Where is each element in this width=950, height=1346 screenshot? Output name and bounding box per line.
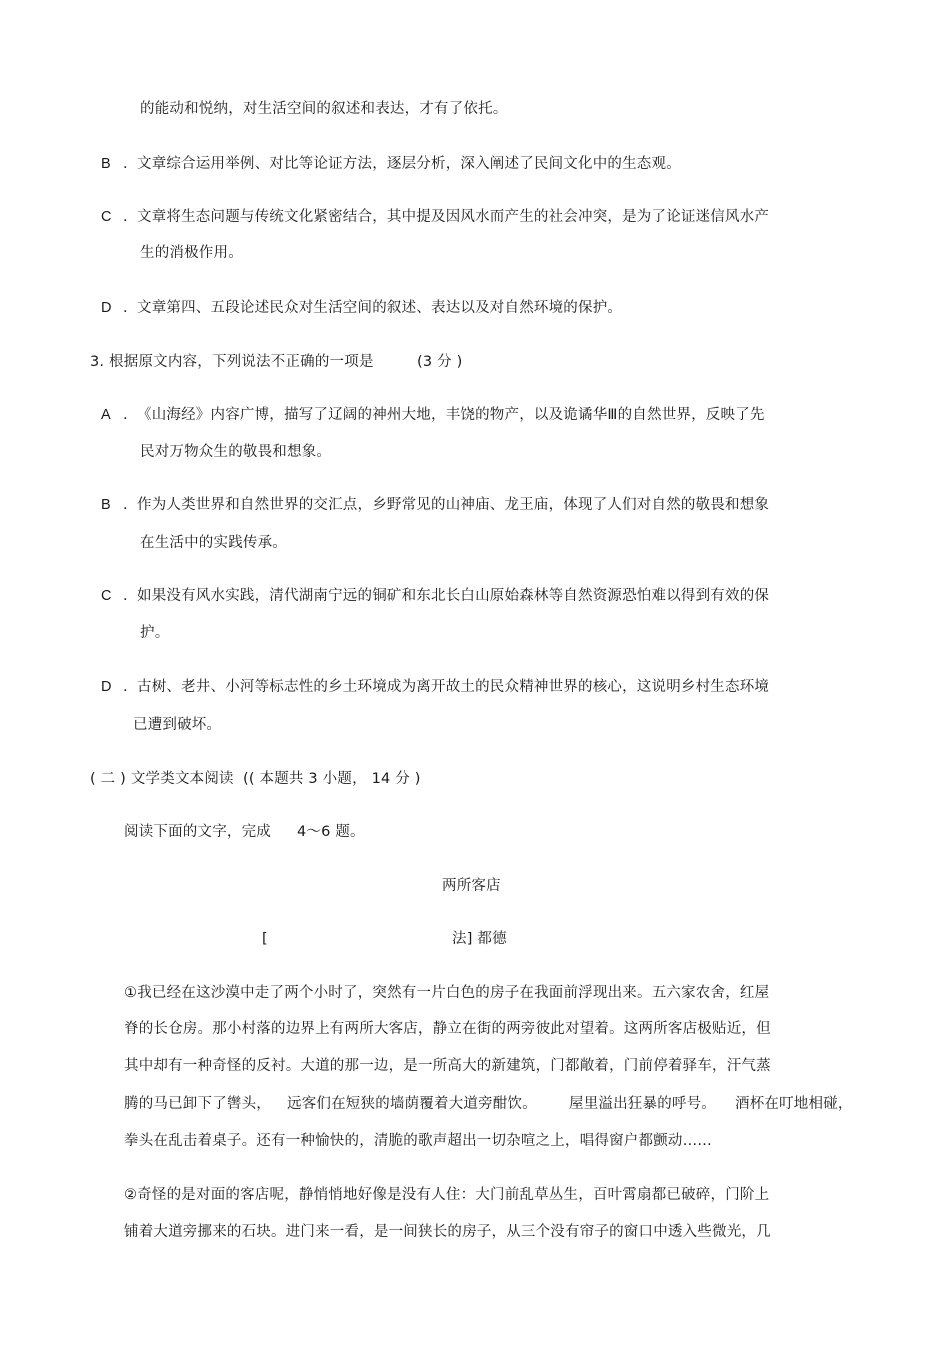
option-letter: D — [101, 679, 112, 695]
q2-option-d: D . 文章第四、五段论述民众对生活空间的叙述、表达以及对自然环境的保护。 — [101, 300, 623, 316]
q2-option-c-continuation: 生的消极作用。 — [140, 245, 243, 261]
option-letter: C — [101, 588, 112, 604]
option-text: 文章第四、五段论述民众对生活空间的叙述、表达以及对自然环境的保护。 — [137, 300, 623, 316]
story-author: 法] 都德 — [452, 931, 507, 947]
q3-option-c: C . 如果没有风水实践，清代湖南宁远的铜矿和东北长白山原始森林等自然资源恐怕难以得到有效的保 — [101, 588, 770, 604]
q3-option-b-continuation: 在生活中的实践传承。 — [140, 535, 287, 551]
option-letter: B — [101, 497, 111, 513]
option-text: 如果没有风水实践，清代湖南宁远的铜矿和东北长白山原始森林等自然资源恐怕难以得到有效的保 — [137, 588, 770, 604]
option-letter: A — [101, 407, 111, 423]
q3-option-d-continuation: 已遭到破坏。 — [133, 717, 222, 733]
q3-option-a-continuation: 民对万物众生的敬畏和想象。 — [140, 444, 332, 460]
option-text: 《山海经》内容广博，描写了辽阔的神州大地，丰饶的物产，以及诡谲华Ⅲ的自然世界，反映了先 — [137, 407, 765, 423]
paragraph-1-line: 脊的长仓房。那小村落的边界上有两所大客店，静立在街的两旁彼此对望着。这两所客店极贴近，但 — [124, 1021, 771, 1037]
option-letter: C — [101, 209, 112, 225]
q3-option-b: B . 作为人类世界和自然世界的交汇点，乡野常见的山神庙、龙王庙，体现了人们对自然的敬畏和想象 — [101, 497, 770, 513]
option-letter: D — [101, 300, 112, 316]
section-heading: ( 二 ) 文学类文本阅读 — [90, 771, 234, 787]
q3-stem: 3. 根据原文内容，下列说法不正确的一项是 — [90, 354, 374, 370]
section-heading-note: (( 本题共 3 小题， 14 分 ) — [243, 771, 421, 787]
paragraph-1-line-segment: 远客们在短狭的墙荫覆着大道旁酣饮。 — [287, 1096, 537, 1112]
instruction-text: 阅读下面的文字，完成 — [124, 824, 271, 840]
option-text: 作为人类世界和自然世界的交汇点，乡野常见的山神庙、龙王庙，体现了人们对自然的敬畏和想象 — [137, 497, 770, 513]
paragraph-1-line: 拳头在乱击着桌子。还有一种愉快的，清脆的歌声超出一切杂喧之上，唱得窗户都颤动…… — [124, 1133, 712, 1149]
q3-option-a: A . 《山海经》内容广博，描写了辽阔的神州大地，丰饶的物产，以及诡谲华Ⅲ的自然世界，反映了先 — [101, 407, 765, 423]
q2-option-a-continuation: 的能动和悦纳，对生活空间的叙述和表达，才有了依托。 — [140, 101, 508, 117]
option-text: 古树、老井、小河等标志性的乡土环境成为离开故土的民众精神世界的核心，这说明乡村生态环境 — [137, 679, 770, 695]
q2-option-c: C . 文章将生态问题与传统文化紧密结合，其中提及因风水而产生的社会冲突，是为了论证迷信风水产 — [101, 209, 770, 225]
paragraph-1-line: 其中却有一种奇怪的反衬。大道的那一边，是一所高大的新建筑，门都敞着，门前停着驿车，汗气蒸 — [124, 1058, 771, 1074]
paragraph-1-line: ①我已经在这沙漠中走了两个小时了，突然有一片白色的房子在我面前浮现出来。五六家农舍，红屋 — [124, 985, 770, 1001]
paragraph-1-line-segment: 屋里溢出狂暴的呼号。 — [569, 1096, 716, 1112]
instruction-range: 4～6 题。 — [297, 824, 365, 840]
paragraph-1-line-segment: 酒杯在叮地相碰， — [735, 1096, 853, 1112]
q3-score: (3 分 ) — [417, 354, 463, 370]
option-letter: B — [101, 156, 111, 172]
option-text: 文章将生态问题与传统文化紧密结合，其中提及因风水而产生的社会冲突，是为了论证迷信风水产 — [137, 209, 770, 225]
q3-option-d: D . 古树、老井、小河等标志性的乡土环境成为离开故土的民众精神世界的核心，这说明乡村生态环境 — [101, 679, 770, 695]
paragraph-2-line: ②奇怪的是对面的客店呢，静悄悄地好像是没有人住：大门前乱草丛生，百叶霄扇都已破碎，门阶上 — [124, 1187, 770, 1203]
paragraph-1-line-segment: 腾的马已卸下了辔头， — [124, 1096, 271, 1112]
paragraph-2-line: 铺着大道旁挪来的石块。进门来一看，是一间狭长的房子，从三个没有帘子的窗口中透入些微光，几 — [124, 1224, 771, 1240]
author-bracket: [ — [262, 931, 268, 947]
q2-option-b: B . 文章综合运用举例、对比等论证方法，逐层分析，深入阐述了民间文化中的生态观。 — [101, 156, 681, 172]
story-title: 两所客店 — [442, 878, 501, 894]
q3-option-c-continuation: 护。 — [140, 625, 170, 641]
option-text: 文章综合运用举例、对比等论证方法，逐层分析，深入阐述了民间文化中的生态观。 — [137, 156, 681, 172]
